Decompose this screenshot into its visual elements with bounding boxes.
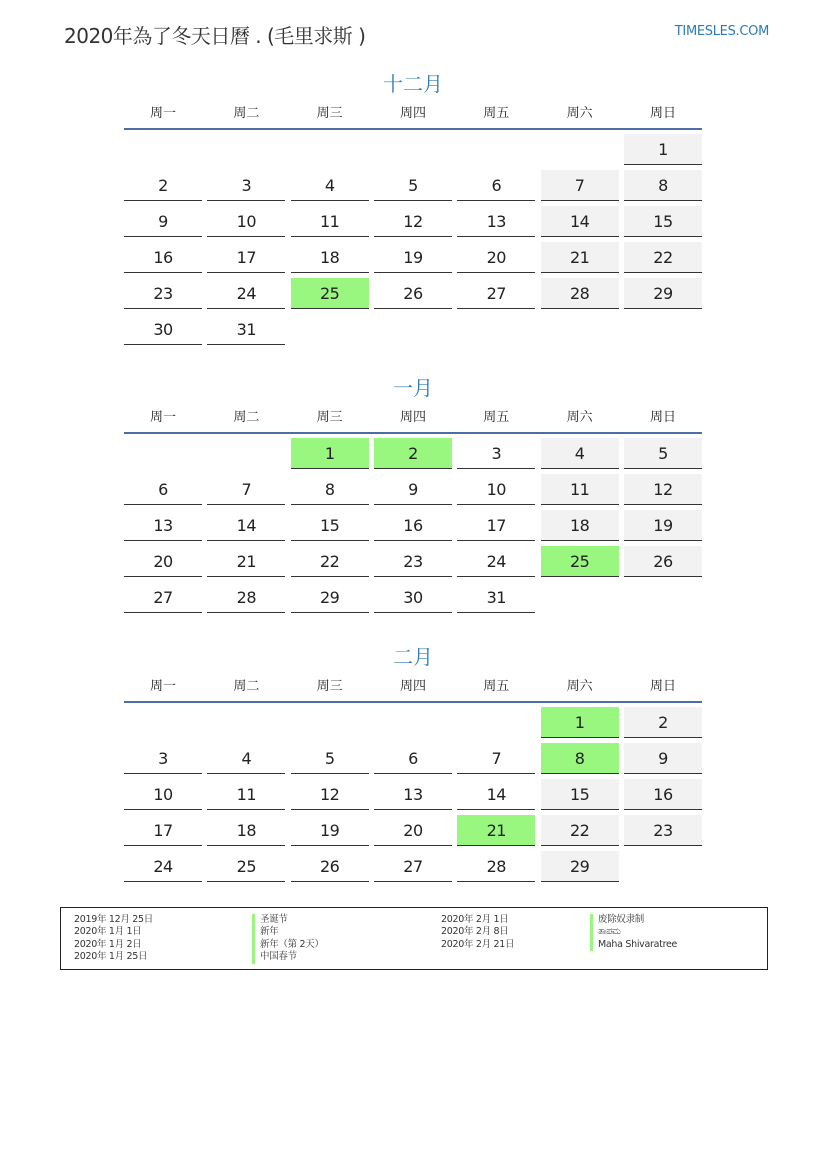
legend-holiday-date: 2020年 1月 1日 <box>74 926 142 938</box>
legend-holiday-date: 2020年 2月 21日 <box>441 938 515 950</box>
day-cell: 16 <box>624 779 702 810</box>
day-cell: 7 <box>457 743 535 774</box>
day-cell: 27 <box>457 278 535 309</box>
day-cell: 24 <box>207 278 285 309</box>
weekday-label: 周日 <box>649 410 676 425</box>
month-calendar <box>124 372 702 618</box>
day-cell: 21 <box>207 546 285 577</box>
day-cell: 22 <box>624 242 702 273</box>
day-cell: 19 <box>374 242 452 273</box>
day-cell: 24 <box>457 546 535 577</box>
weekday-label: 周五 <box>483 410 510 425</box>
legend-holiday-name: Maha Shivaratree <box>590 939 677 951</box>
week-row <box>124 815 702 846</box>
day-cell: 10 <box>124 779 202 810</box>
day-cell: 20 <box>124 546 202 577</box>
empty-day-cell <box>541 314 619 344</box>
empty-day-cell <box>207 134 285 164</box>
day-cell: 28 <box>207 582 285 613</box>
day-cell: 13 <box>374 779 452 810</box>
day-cell: 12 <box>291 779 369 810</box>
day-cell: 3 <box>457 438 535 469</box>
day-cell: 12 <box>624 474 702 505</box>
month-calendar <box>124 641 702 887</box>
day-cell: 17 <box>207 242 285 273</box>
holiday-day-cell: 1 <box>291 438 369 469</box>
day-cell: 29 <box>291 582 369 613</box>
day-cell: 16 <box>374 510 452 541</box>
day-cell: 1 <box>624 134 702 165</box>
day-cell: 14 <box>207 510 285 541</box>
month-calendar <box>124 68 702 350</box>
day-cell: 5 <box>374 170 452 201</box>
day-cell: 4 <box>207 743 285 774</box>
day-cell: 14 <box>457 779 535 810</box>
legend-holiday-date: 2020年 1月 25日 <box>74 951 148 963</box>
weekday-label: 周二 <box>233 679 260 694</box>
day-cell: 28 <box>457 851 535 882</box>
day-cell: 26 <box>624 546 702 577</box>
day-cell: 9 <box>624 743 702 774</box>
legend-holiday-date: 2020年 1月 2日 <box>74 938 142 950</box>
day-cell: 3 <box>207 170 285 201</box>
day-cell: 22 <box>541 815 619 846</box>
week-row <box>124 438 702 469</box>
day-cell: 6 <box>457 170 535 201</box>
day-cell: 21 <box>541 242 619 273</box>
day-cell: 26 <box>291 851 369 882</box>
day-cell: 2 <box>124 170 202 201</box>
weekday-label: 周一 <box>149 679 176 694</box>
weekday-label: 周三 <box>316 410 343 425</box>
weekday-header <box>124 404 702 434</box>
day-cell: 17 <box>124 815 202 846</box>
weekday-label: 周日 <box>649 679 676 694</box>
site-link[interactable]: TIMESLES.COM <box>674 24 769 39</box>
legend-dates-left <box>74 914 153 964</box>
day-cell: 16 <box>124 242 202 273</box>
day-cell: 6 <box>124 474 202 505</box>
day-cell: 15 <box>291 510 369 541</box>
holiday-day-cell: 2 <box>374 438 452 469</box>
legend-holiday-name: 废除奴隶制 <box>590 914 677 926</box>
empty-day-cell <box>291 707 369 737</box>
week-row <box>124 707 702 738</box>
weekday-label: 周五 <box>483 679 510 694</box>
day-cell: 11 <box>291 206 369 237</box>
week-row <box>124 278 702 309</box>
week-row <box>124 170 702 201</box>
empty-day-cell <box>291 314 369 344</box>
day-cell: 7 <box>207 474 285 505</box>
empty-day-cell <box>124 438 202 468</box>
day-cell: 26 <box>374 278 452 309</box>
day-cell: 9 <box>374 474 452 505</box>
month-name: 二月 <box>393 645 433 669</box>
weekday-label: 周一 <box>149 410 176 425</box>
day-cell: 24 <box>124 851 202 882</box>
day-cell: 28 <box>541 278 619 309</box>
day-cell: 23 <box>624 815 702 846</box>
weekday-label: 周四 <box>399 106 426 121</box>
day-cell: 15 <box>624 206 702 237</box>
empty-day-cell <box>207 438 285 468</box>
empty-day-cell <box>624 582 702 612</box>
weekday-label: 周一 <box>149 106 176 121</box>
page-title: 2020年為了冬天日曆 . (毛里求斯 ) <box>64 24 366 48</box>
day-cell: 10 <box>207 206 285 237</box>
month-name: 十二月 <box>383 72 443 96</box>
week-row <box>124 314 702 345</box>
legend-holiday-date: 2020年 2月 8日 <box>441 926 509 938</box>
legend-holiday-name: 新年（第 2天） <box>252 939 324 951</box>
empty-day-cell <box>124 707 202 737</box>
weekday-label: 周三 <box>316 679 343 694</box>
empty-day-cell <box>291 134 369 164</box>
day-cell: 5 <box>624 438 702 469</box>
day-cell: 25 <box>207 851 285 882</box>
day-cell: 27 <box>374 851 452 882</box>
day-cell: 8 <box>291 474 369 505</box>
empty-day-cell <box>624 851 702 881</box>
day-cell: 22 <box>291 546 369 577</box>
day-cell: 20 <box>374 815 452 846</box>
day-cell: 30 <box>124 314 202 345</box>
legend-holiday-name: 新年 <box>252 926 324 938</box>
day-cell: 15 <box>541 779 619 810</box>
day-cell: 17 <box>457 510 535 541</box>
day-cell: 5 <box>291 743 369 774</box>
day-cell: 31 <box>457 582 535 613</box>
day-cell: 30 <box>374 582 452 613</box>
weekday-label: 周四 <box>399 410 426 425</box>
legend-holiday-name: ತಾಪಮ <box>590 926 677 938</box>
day-cell: 12 <box>374 206 452 237</box>
empty-day-cell <box>374 134 452 164</box>
weekday-label: 周五 <box>483 106 510 121</box>
day-cell: 18 <box>541 510 619 541</box>
weekday-header <box>124 100 702 130</box>
legend-names-left <box>252 914 324 964</box>
holiday-day-cell: 1 <box>541 707 619 738</box>
day-cell: 19 <box>624 510 702 541</box>
day-cell: 9 <box>124 206 202 237</box>
day-cell: 4 <box>541 438 619 469</box>
week-row <box>124 851 702 882</box>
day-cell: 7 <box>541 170 619 201</box>
empty-day-cell <box>541 582 619 612</box>
month-name: 一月 <box>393 376 433 400</box>
day-cell: 11 <box>541 474 619 505</box>
weekday-label: 周四 <box>399 679 426 694</box>
day-cell: 29 <box>624 278 702 309</box>
day-cell: 4 <box>291 170 369 201</box>
weekday-label: 周六 <box>566 410 593 425</box>
day-cell: 10 <box>457 474 535 505</box>
day-cell: 19 <box>291 815 369 846</box>
empty-day-cell <box>124 134 202 164</box>
empty-day-cell <box>624 314 702 344</box>
weekday-label: 周二 <box>233 106 260 121</box>
weekday-label: 周日 <box>649 106 676 121</box>
day-cell: 18 <box>291 242 369 273</box>
day-cell: 23 <box>124 278 202 309</box>
day-cell: 18 <box>207 815 285 846</box>
holiday-legend <box>60 907 768 970</box>
week-row <box>124 582 702 613</box>
day-cell: 29 <box>541 851 619 882</box>
week-row <box>124 242 702 273</box>
holiday-day-cell: 25 <box>541 546 619 577</box>
day-cell: 27 <box>124 582 202 613</box>
day-cell: 6 <box>374 743 452 774</box>
empty-day-cell <box>207 707 285 737</box>
holiday-day-cell: 25 <box>291 278 369 309</box>
empty-day-cell <box>457 134 535 164</box>
legend-holiday-date: 2019年 12月 25日 <box>74 914 153 925</box>
empty-day-cell <box>457 314 535 344</box>
day-cell: 14 <box>541 206 619 237</box>
day-cell: 2 <box>624 707 702 738</box>
day-cell: 20 <box>457 242 535 273</box>
week-row <box>124 134 702 165</box>
weekday-label: 周三 <box>316 106 343 121</box>
weekday-label: 周二 <box>233 410 260 425</box>
empty-day-cell <box>457 707 535 737</box>
empty-day-cell <box>374 707 452 737</box>
legend-names-right <box>590 914 677 951</box>
day-cell: 23 <box>374 546 452 577</box>
legend-holiday-name: 圣诞节 <box>252 914 324 926</box>
legend-holiday-name: 中国春节 <box>252 951 324 963</box>
weekday-label: 周六 <box>566 106 593 121</box>
day-cell: 31 <box>207 314 285 345</box>
day-cell: 13 <box>124 510 202 541</box>
week-row <box>124 546 702 577</box>
holiday-day-cell: 8 <box>541 743 619 774</box>
day-cell: 13 <box>457 206 535 237</box>
day-cell: 8 <box>624 170 702 201</box>
week-row <box>124 510 702 541</box>
empty-day-cell <box>374 314 452 344</box>
holiday-day-cell: 21 <box>457 815 535 846</box>
day-cell: 11 <box>207 779 285 810</box>
week-row <box>124 474 702 505</box>
legend-holiday-date: 2020年 2月 1日 <box>441 914 509 925</box>
week-row <box>124 779 702 810</box>
legend-dates-right <box>441 914 514 951</box>
weekday-header <box>124 673 702 703</box>
week-row <box>124 206 702 237</box>
day-cell: 3 <box>124 743 202 774</box>
week-row <box>124 743 702 774</box>
empty-day-cell <box>541 134 619 164</box>
weekday-label: 周六 <box>566 679 593 694</box>
